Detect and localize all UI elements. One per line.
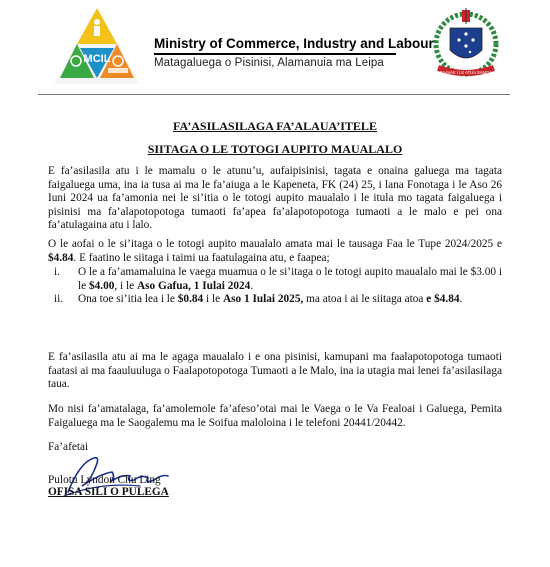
list-item-text: i le xyxy=(203,293,223,305)
list-item-amount: $0.84 xyxy=(177,293,204,305)
paragraph-2-text: O le aofai o le si’itaga o le totogi aupito maualalo amata mai le tausaga Faa le Tupe 2024/2025 e xyxy=(48,238,502,250)
list-item-text: , i le xyxy=(114,279,137,292)
letterhead xyxy=(0,0,550,90)
list-item-text: . xyxy=(250,279,254,292)
signatory-title: OFISA SILI O PULEGA xyxy=(48,486,169,498)
paragraph-3: E fa’asilasila atu ai ma le agaga maualalo i e ona pisinisi, kamupani ma faalapotopotoga tumaoti faatasi ai ma faauluuluga o Faalapotopotoga Tumaoti a le Malo, ina ia utagia mai lenei fa’asilasilaga taua. xyxy=(48,351,502,390)
paragraph-4: Mo nisi fa’amatalaga, fa’amolemole fa’afeso’otai mai le Vaega o le Va Fealoai i Galuega, Pemita Faigaluega ma le Saogalemu ma le Soifua maloloina i le telefoni 20441/20442. xyxy=(48,403,502,429)
header-rule xyxy=(154,53,396,55)
paragraph-2-tail: . E faatino le siitaga i taimi ua faatulagaina atu, e faapea; xyxy=(73,251,330,264)
list-item xyxy=(48,293,502,307)
list-item-text: O le a fa’amamaluina le vaega muamua o le si’itaga o le totogi aupito maualalo mai le $3.00 i le xyxy=(78,266,502,292)
seal-motto: FAAVAE I LE ATUA SAMOA xyxy=(439,70,493,75)
list-item-date: Aso Gafua, 1 Iulai 2024 xyxy=(137,279,251,292)
mcil-logo-text: MCIL xyxy=(83,53,111,65)
header-divider xyxy=(38,94,510,95)
list-item-total: e $4.84 xyxy=(426,293,460,305)
document-title: FA’ASILASILAGA FA’ALAUA’ITELE xyxy=(173,119,377,133)
list-item-text: Ona toe si’itia lea i le xyxy=(78,293,178,305)
increase-schedule-list xyxy=(48,266,502,307)
mcil-logo xyxy=(52,6,142,88)
document-subtitle: SIITAGA O LE TOTOGI AUPITO MAUALALO xyxy=(147,142,403,156)
list-item-amount: $4.00 xyxy=(88,279,115,292)
closing: Fa’afetai xyxy=(48,441,89,453)
list-item-text: ma atoa i ai le siitaga atoa xyxy=(303,293,427,305)
paragraph-1: E fa’asilasila atu i le mamalu o le atunu’u, aufaipisinisi, tagata e onaina galuega ma tagata faigaluega uma, ina ia tusa ai ma le fa’aiuga a le Kapeneta, FK (24) 25, i lana Fonotaga i le Aso 26 Iuni 2024 ua fa’amonia nei le si’itia o le totogi aupito maualalo i le itula mo tagata faigaluega i pisinisi ma fa’alapotopotoga tumaoti fa’apea fa’alapotopotoga tumaoti a le malo e pei ona fa’atulagaina atu i lalo. xyxy=(48,165,502,231)
list-item-number: i. xyxy=(54,266,60,278)
paragraph-2 xyxy=(48,238,502,265)
signatory-name: Pulotu Lyndon Chu Ling xyxy=(48,474,161,486)
list-item-date: Aso 1 Iulai 2025, xyxy=(222,293,304,305)
paragraph-2-amount: $4.84 xyxy=(48,251,74,264)
list-item-number: ii. xyxy=(54,293,64,305)
ministry-name-samoan: Matagaluega o Pisinisi, Alamanuia ma Leipa xyxy=(154,57,384,69)
ministry-name: Ministry of Commerce, Industry and Labour xyxy=(154,36,434,51)
list-item-text: . xyxy=(459,293,463,305)
list-item xyxy=(48,266,502,293)
samoa-coat-of-arms xyxy=(428,8,504,82)
